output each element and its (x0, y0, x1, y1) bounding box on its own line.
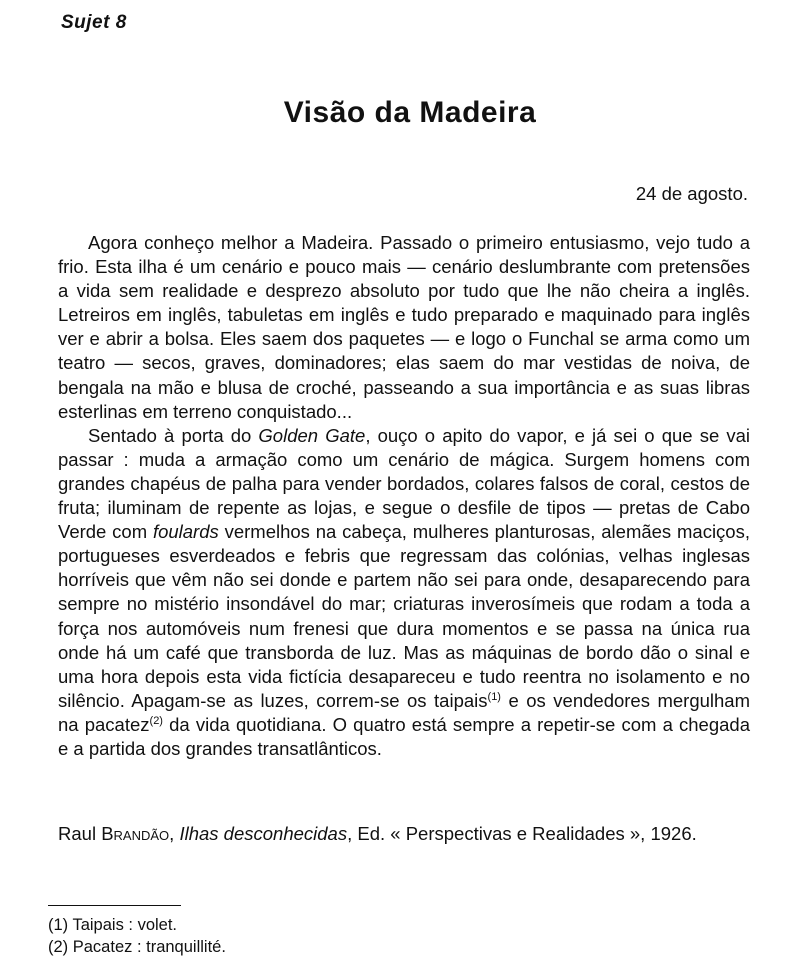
paragraph-2-part-1: Sentado à porta do (88, 424, 259, 446)
paragraph-2-part-4: e os vendedores mergulham na pacatez (58, 689, 751, 735)
footnote-1: (1) Taipais : volet. (48, 916, 178, 934)
footnote-divider (48, 905, 181, 906)
paragraph-2-part-5: da vida quotidiana. O quatro está sempre a repetir-se com a chegada e a partida dos grandes transatlânticos. (58, 713, 750, 759)
source-attribution (58, 822, 758, 846)
publisher-info: , Ed. « Perspectivas e Realidades », 1926. (347, 823, 697, 844)
foulards-word: foulards (152, 521, 219, 543)
subject-label: Sujet 8 (61, 12, 127, 33)
book-title: Ilhas desconhecidas (179, 823, 348, 844)
author-last-name: Brandão (101, 823, 170, 844)
footnote-1-marker: (1) (487, 690, 501, 703)
footnote-2: (2) Pacatez : tranquillité. (48, 938, 226, 956)
paragraph-2 (58, 424, 750, 761)
paragraph-2-part-3: vermelhos na cabeça, mulheres planturosas, alemães maciços, portugueses esverdeados e febris que regressam das colónias, velhas inglesas horríveis que vêm não sei donde e partem não sei para onde, desaparecendo para sempre no mistério insondável do mar; criaturas inverosímeis que rodam a toda a força nos automóveis num frenesi que dura momentos e se passa na única rua onde há um café que transborda de luz. Mas as máquinas de bordo dão o sinal e uma hora depois esta vida fictícia desapareceu e tudo reentra no isolamento e no silêncio. Apagam-se as luzes, correm-se os taipais (58, 521, 750, 711)
paragraph-1: Agora conheço melhor a Madeira. Passado o primeiro entusiasmo, vejo tudo a frio. Esta ilha é um cenário e pouco mais — cenário deslumbrante com pretensões a vida sem realidade e desprezo absoluto por tudo que lhe não cheira a inglês. Letreiros em inglês, tabuletas em inglês e tudo preparado e maquinado para inglês ver e abrir a bolsa. Eles saem dos paquetes — e logo o Funchal se arma como um teatro — secos, graves, dominadores; elas saem do mar vestidas de noiva, de bengala na mão e blusa de croché, passeando a sua importância e as suas libras esterlinas em terreno conquistado... (58, 232, 750, 422)
footnote-2-marker: (2) (149, 714, 163, 727)
paragraph-2-part-2: , ouço o apito do vapor, e já sei o que se vai passar : muda a armação como um cenário de mágica. Surgem homens com grandes chapéus de palha para vender bordados, colares falsos de coral, cestos de fruta; iluminam de repente as lojas, e segue o desfile de tipos — pretas de Cabo Verde com (58, 424, 750, 543)
date-line: 24 de agosto. (635, 183, 748, 204)
footnotes (48, 914, 548, 958)
page-title: Visão da Madeira (283, 96, 537, 129)
golden-gate-name: Golden Gate (258, 424, 366, 446)
author-first-name: Raul (58, 823, 102, 844)
main-text (58, 231, 750, 761)
attribution-separator: , (169, 823, 180, 844)
